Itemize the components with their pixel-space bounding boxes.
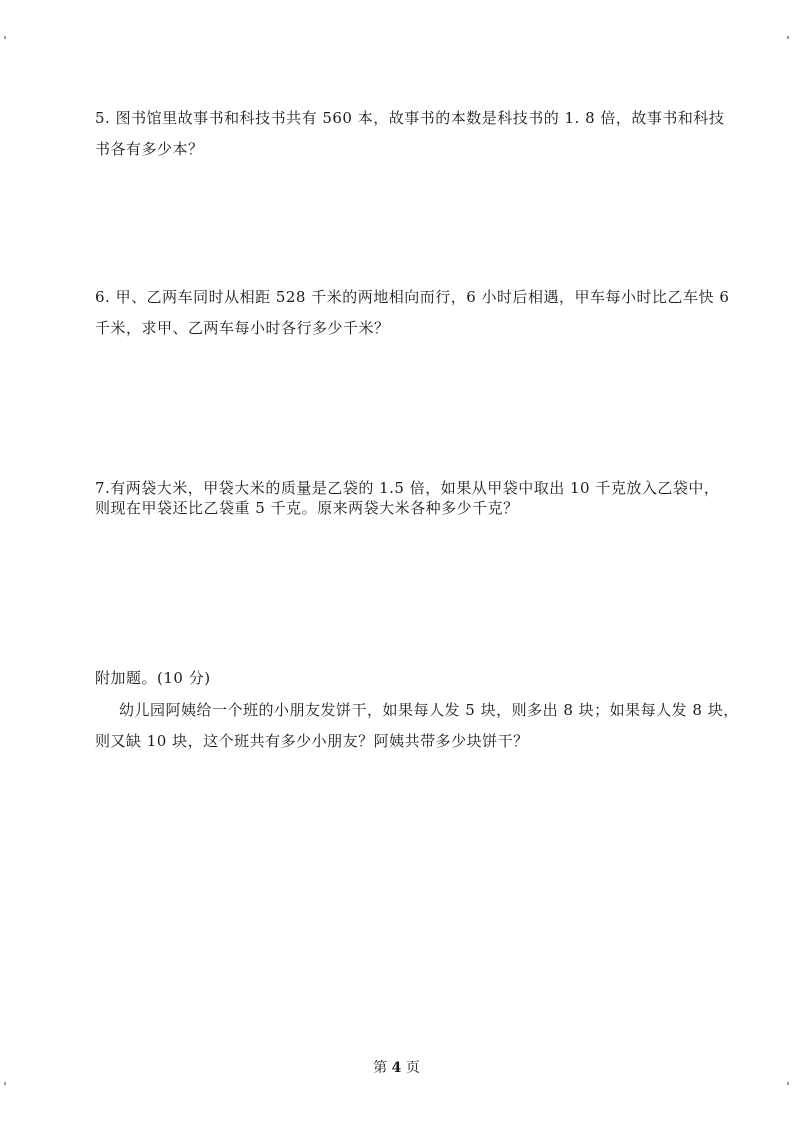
scan-mark [787, 36, 789, 39]
scan-mark [4, 36, 6, 39]
question-7-line-1: 7.有两袋大米，甲袋大米的质量是乙袋的 1.5 倍，如果从甲袋中取出 10 千克放入乙袋中， [95, 479, 720, 497]
footer-prefix: 第 [373, 1060, 392, 1076]
footer-suffix: 页 [401, 1060, 420, 1076]
bonus-line-1: 幼儿园阿姨给一个班的小朋友发饼干，如果每人发 5 块，则多出 8 块；如果每人发 8 块， [119, 701, 739, 719]
page-number: 4 [391, 1060, 402, 1076]
bonus-line-2: 则又缺 10 块，这个班共有多少小朋友？阿姨共带多少块饼干？ [95, 732, 529, 750]
question-5-line-1: 5. 图书馆里故事书和科技书共有 560 本，故事书的本数是科技书的 1. 8 倍，故事书和科技 [95, 109, 725, 127]
bonus-title: 附加题。(10 分) [95, 669, 211, 687]
question-7-line-2: 则现在甲袋还比乙袋重 5 千克。原来两袋大米各种多少千克？ [95, 499, 519, 517]
question-6-line-2: 千米，求甲、乙两车每小时各行多少千米？ [95, 319, 390, 337]
page-footer [0, 1057, 793, 1077]
scan-mark [787, 1082, 789, 1085]
question-5-line-2: 书各有多少本？ [95, 140, 204, 158]
question-6-line-1: 6. 甲、乙两车同时从相距 528 千米的两地相向而行，6 小时后相遇，甲车每小时比乙车快 6 [95, 288, 730, 306]
scan-mark [4, 1082, 6, 1085]
